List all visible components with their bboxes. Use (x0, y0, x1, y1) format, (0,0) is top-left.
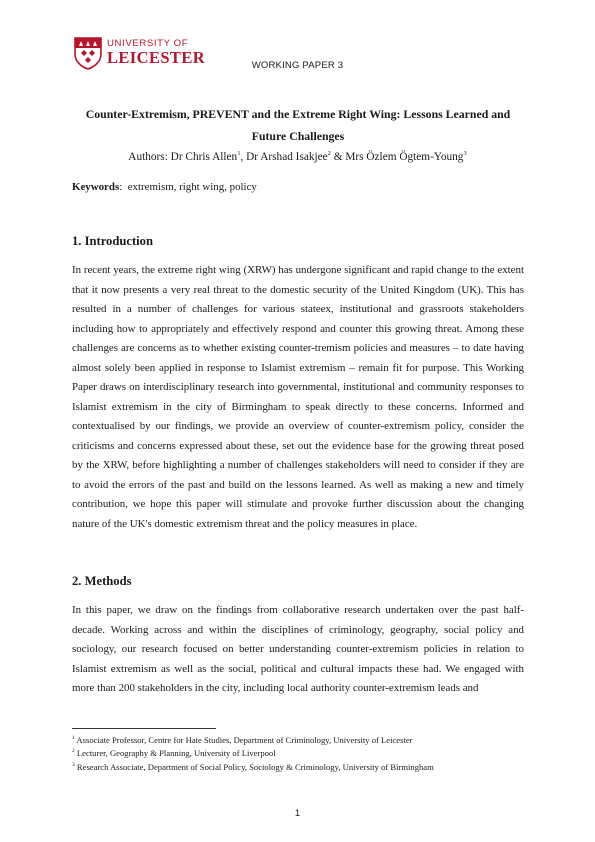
introduction-paragraph: In recent years, the extreme right wing (XRW) has undergone significant and rapid change to the extent that it now presents a very real threat to the domestic security of the United Kingdom (UK). This has resulted in a number of challenges for various stateex, institutional and grassroots stakeholders including how to appropriately and effectively respond and counter this growing threat. Among these challenges are concerns as to whether existing counter-tremism policies and measures – to date having almost solely been applied in response to Islamist extremism – remain fit for purpose. This Working Paper draws on interdisciplinary research into governmental, institutional and community responses to Islamist extremism in the city of Birmingham to speak directly to these concerns. Informed and contextualised by our findings, we provide an overview of counter-extremism policy, consider the criticisms and concerns expressed about these, set out the evidence base for the growing threat posed by the XRW, before highlighting a number of challenges stakeholders will need to consider if they are to avoid the errors of the past and build on the lessons learned. As well as making a new and timely contribution, we hope this paper will stimulate and provoke further discussion about the changing nature of the UK's domestic extremism threat and the policy measures in place. (72, 264, 524, 530)
footnote-1-text: Associate Professor, Centre for Hate Studies, Department of Criminology, University of Leicester (74, 734, 413, 745)
authors-prefix: Authors: (128, 150, 171, 163)
footnote-3-text: Research Associate, Department of Social Policy, Sociology & Criminology, University of Birmingham (74, 761, 434, 772)
section-heading-introduction: 1. Introduction (72, 234, 153, 248)
author-1: Dr Chris Allen (170, 150, 238, 163)
footnote-3 (72, 760, 434, 773)
keywords-text: extremism, right wing, policy (127, 181, 257, 193)
author-2-ref: 2 (327, 150, 331, 157)
footnote-1 (72, 733, 434, 746)
methods-paragraph: In this paper, we draw on the findings from collaborative research undertaken over the past half-decade. Working across and within the disciplines of criminology, geography, social policy and sociology, our research focused on better understanding counter-extremism policies in relation to Islamist extremism as well as the social, political and cultural impacts these had. We engaged with more than 200 stakeholders in the city, including local authority counter-extremism leads and (72, 604, 524, 694)
author-3: Mrs Özlem Ögtem-Young (345, 150, 464, 163)
keywords-label: Keywords (72, 181, 120, 193)
logo-university-of: UNIVERSITY OF (107, 38, 189, 49)
footnotes (72, 733, 434, 773)
page-number: 1 (294, 808, 301, 819)
author-sep-1: , (240, 150, 247, 163)
footnote-3-number: 3 (72, 761, 75, 768)
section-heading-methods: 2. Methods (72, 574, 132, 588)
footnote-1-number: 1 (72, 735, 75, 741)
footnote-2 (72, 746, 434, 759)
footnote-2-number: 2 (72, 748, 75, 755)
author-1-ref: 1 (237, 150, 241, 157)
working-paper-label: WORKING PAPER 3 (251, 60, 344, 71)
footnote-divider (72, 728, 216, 729)
keywords-colon: : (119, 181, 123, 193)
logo-leicester: LEICESTER (107, 48, 206, 67)
author-3-ref: 3 (463, 150, 467, 157)
paper-title: Counter-Extremism, PREVENT and the Extreme Right Wing: Lessons Learned and Future Challenges (85, 107, 511, 143)
footnote-2-text: Lecturer, Geography & Planning, University of Liverpool (74, 748, 276, 759)
authors-line (0, 150, 595, 163)
keywords-line (72, 181, 257, 193)
author-sep-2: & (330, 150, 346, 163)
author-2: Dr Arshad Isakjee (246, 150, 328, 163)
